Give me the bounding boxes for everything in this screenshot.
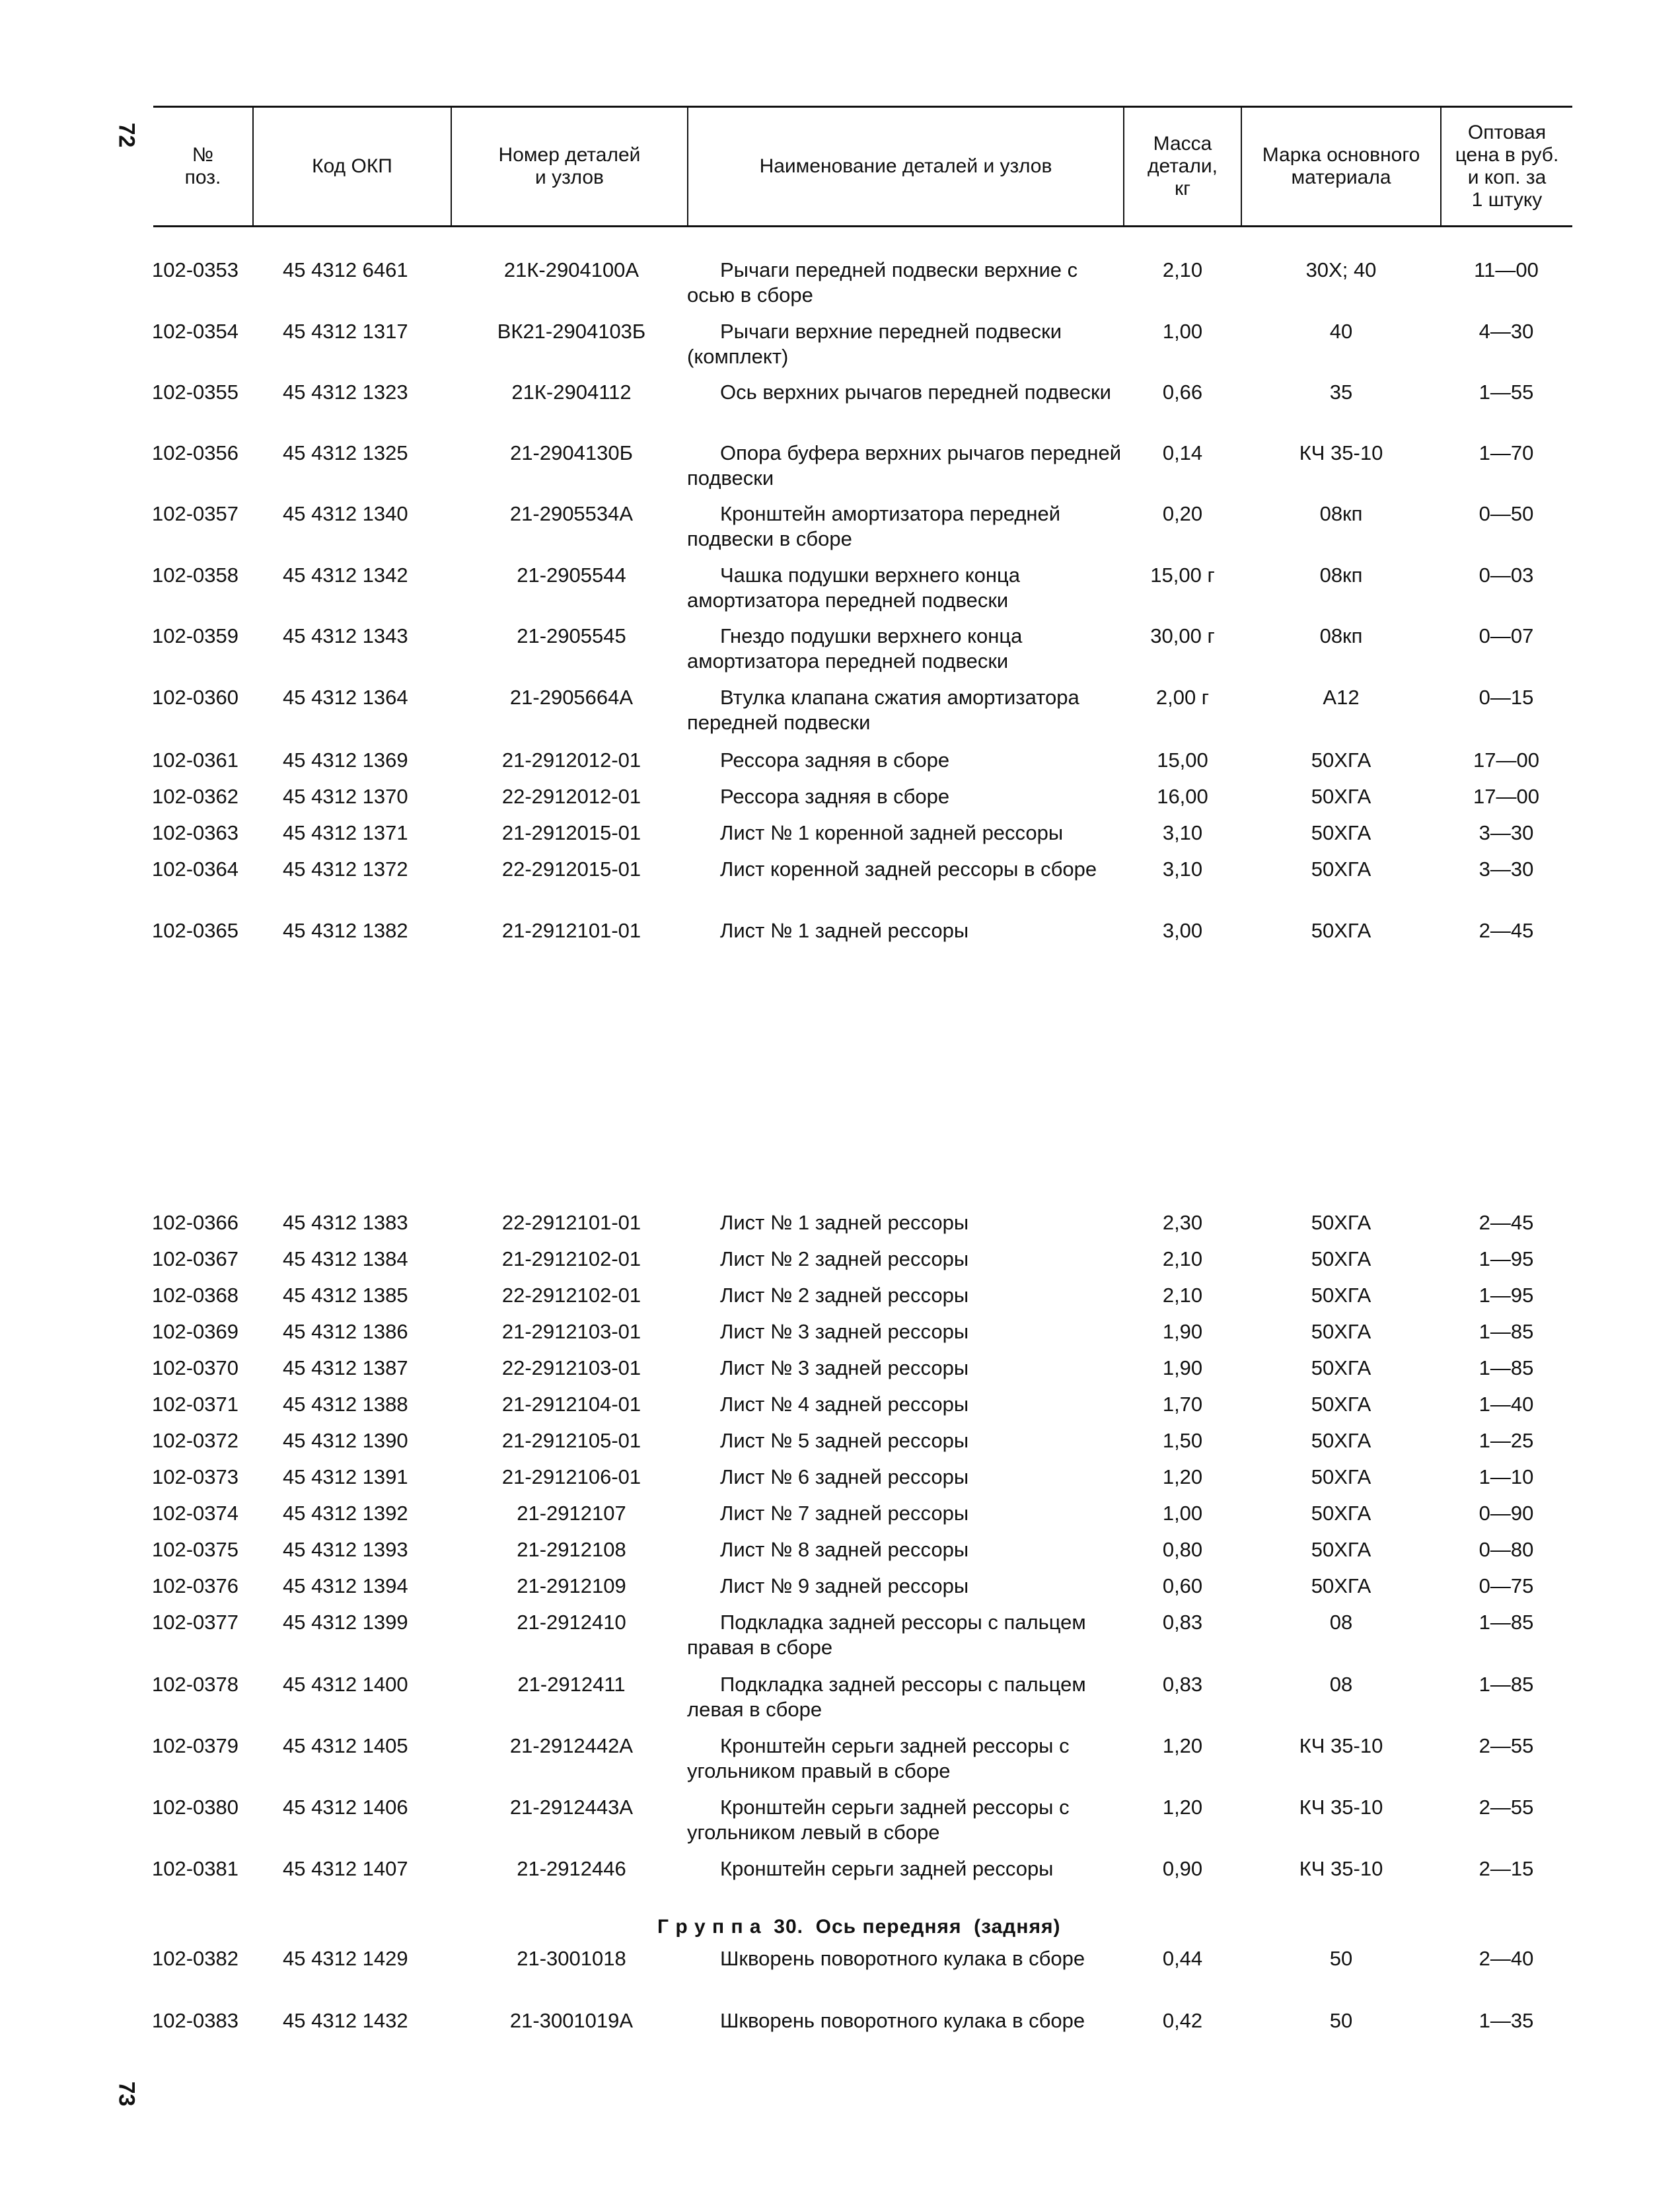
part-material: 08 [1329,1673,1353,1696]
part-name [687,624,1123,674]
part-name [687,1356,1123,1381]
part-mass: 0,20 [1162,502,1203,525]
table-header [153,106,1572,227]
part-name [687,1856,1123,1881]
part-name [687,1574,1123,1599]
okp-code: 45 4312 1372 [283,857,408,881]
part-name-text: Рычаги верхние передней подвески (комплект) [687,320,1062,368]
part-price: 0—90 [1479,1502,1534,1525]
part-mass: 0,44 [1162,1947,1203,1970]
part-name-text: Гнездо подушки верхнего конца амортизатора передней подвески [687,624,1023,673]
part-price: 1—40 [1479,1393,1534,1416]
part-name [687,380,1123,405]
position-number: 102-0356 [152,441,239,464]
part-name-text: Втулка клапана сжатия амортизатора передней подвески [687,686,1079,734]
part-name [687,685,1123,735]
part-material: КЧ 35-10 [1299,1734,1383,1757]
part-mass: 1,20 [1162,1734,1203,1757]
header-pos: № поз. [184,144,221,188]
part-number: 21-3001019А [509,2009,634,2032]
part-material: 08 [1329,1611,1353,1634]
part-mass: 0,83 [1162,1611,1203,1634]
part-name [687,1610,1123,1660]
position-number: 102-0370 [152,1356,239,1379]
part-price: 2—45 [1479,1211,1534,1234]
part-name [687,2008,1123,2033]
header-material: Марка основного материала [1241,108,1440,225]
part-material: 08кп [1319,502,1363,525]
part-name-text: Лист № 9 задней рессоры [720,1574,969,1597]
part-price: 2—55 [1479,1734,1534,1757]
page-number-top: 72 [114,122,139,148]
part-price: 3—30 [1479,821,1534,844]
part-name-text: Лист № 1 задней рессоры [720,1211,969,1234]
part-number: 21К-2904100А [503,258,639,281]
okp-code: 45 4312 1407 [283,1857,408,1880]
part-name [687,441,1123,491]
part-name [687,1795,1123,1845]
part-name-text: Лист № 2 задней рессоры [720,1247,969,1270]
part-material: КЧ 35-10 [1299,441,1383,464]
okp-code: 45 4312 1388 [283,1393,408,1416]
position-number: 102-0377 [152,1611,239,1634]
position-number: 102-0359 [152,624,239,647]
part-name-text: Кронштейн серьги задней рессоры [720,1857,1054,1880]
part-name [687,918,1123,943]
part-mass: 1,00 [1162,1502,1203,1525]
part-name-text: Рычаги передней подвески верхние с осью в сборе [687,258,1078,307]
position-number: 102-0360 [152,686,239,709]
part-material: 50ХГА [1311,785,1371,808]
part-mass: 2,10 [1162,1284,1203,1307]
okp-code: 45 4312 1371 [283,821,408,844]
okp-code: 45 4312 1387 [283,1356,408,1379]
part-name [687,1428,1123,1453]
part-material: 50ХГА [1311,1247,1371,1270]
part-number: 21-2912103-01 [501,1320,641,1343]
part-price: 2—45 [1479,919,1534,942]
position-number: 102-0379 [152,1734,239,1757]
part-mass: 2,00 г [1155,686,1210,709]
part-material: 50ХГА [1311,1284,1371,1307]
part-material: 50ХГА [1311,1429,1371,1452]
position-number: 102-0355 [152,381,239,404]
okp-code: 45 4312 1405 [283,1734,408,1757]
part-name-text: Рессора задняя в сборе [720,785,950,808]
part-price: 0—50 [1479,502,1534,525]
part-material: 40 [1329,320,1353,343]
okp-code: 45 4312 1369 [283,748,408,772]
part-name [687,1319,1123,1344]
part-mass: 2,10 [1162,1247,1203,1270]
part-mass: 0,66 [1162,381,1203,404]
header-name: Наименование деталей и узлов [687,108,1123,225]
position-number: 102-0369 [152,1320,239,1343]
position-number: 102-0378 [152,1673,239,1696]
part-number: 21-2912101-01 [501,919,641,942]
part-price: 1—10 [1479,1465,1534,1488]
part-material: 50ХГА [1311,748,1371,772]
okp-code: 45 4312 1400 [283,1673,408,1696]
part-mass: 0,60 [1162,1574,1203,1597]
part-price: 4—30 [1479,320,1534,343]
part-material: А12 [1323,686,1360,709]
part-number: 21-2912109 [517,1574,626,1597]
part-mass: 1,90 [1162,1320,1203,1343]
okp-code: 45 4312 1342 [283,564,408,587]
part-price: 2—40 [1479,1947,1534,1970]
part-price: 2—55 [1479,1796,1534,1819]
okp-code: 45 4312 6461 [283,258,408,281]
part-price: 0—07 [1479,624,1534,647]
part-name [687,821,1123,846]
part-name [687,501,1123,552]
part-name-text: Ось верхних рычагов передней подвески [720,381,1111,404]
part-mass: 1,20 [1162,1796,1203,1819]
part-name-text: Лист коренной задней рессоры в сборе [720,857,1097,881]
part-mass: 30,00 г [1150,624,1215,647]
part-number: 21-2912442А [509,1734,634,1757]
part-price: 2—15 [1479,1857,1534,1880]
part-mass: 1,00 [1162,320,1203,343]
part-number: 21-2912106-01 [501,1465,641,1488]
part-number: 21-2912105-01 [501,1429,641,1452]
part-number: 22-2912102-01 [501,1284,641,1307]
part-material: 50ХГА [1311,1393,1371,1416]
part-material: 50ХГА [1311,919,1371,942]
part-name [687,784,1123,809]
part-number: 21-2905544 [517,564,626,587]
position-number: 102-0357 [152,502,239,525]
part-material: 50ХГА [1311,1320,1371,1343]
position-number: 102-0382 [152,1947,239,1970]
part-mass: 3,00 [1162,919,1203,942]
part-mass: 2,30 [1162,1211,1203,1234]
okp-code: 45 4312 1399 [283,1611,408,1634]
part-price: 1—85 [1479,1356,1534,1379]
part-material: КЧ 35-10 [1299,1796,1383,1819]
okp-code: 45 4312 1343 [283,624,408,647]
header-price: Оптовая цена в руб. и коп. за 1 штуку [1440,108,1572,225]
part-name-text: Лист № 3 задней рессоры [720,1356,969,1379]
part-material: 50ХГА [1311,1502,1371,1525]
header-number: Номер деталей и узлов [451,108,687,225]
part-mass: 1,90 [1162,1356,1203,1379]
position-number: 102-0364 [152,857,239,881]
okp-code: 45 4312 1340 [283,502,408,525]
part-name [687,1283,1123,1308]
group-heading: Г р у п п а 30. Ось передняя (задняя) [657,1916,1061,1938]
part-mass: 3,10 [1162,857,1203,881]
part-price: 1—85 [1479,1320,1534,1343]
part-number: 21-2912108 [517,1538,626,1561]
part-material: 35 [1329,381,1353,404]
position-number: 102-0380 [152,1796,239,1819]
position-number: 102-0376 [152,1574,239,1597]
part-name [687,857,1123,882]
part-material: 50ХГА [1311,821,1371,844]
part-name [687,1465,1123,1490]
position-number: 102-0354 [152,320,239,343]
part-number: 21-2905534А [509,502,634,525]
part-material: 30Х; 40 [1305,258,1377,281]
part-number: 22-2912012-01 [501,785,641,808]
part-name [687,1210,1123,1235]
okp-code: 45 4312 1406 [283,1796,408,1819]
part-number: 21-2905545 [517,624,626,647]
part-mass: 2,10 [1162,258,1203,281]
part-name-text: Лист № 6 задней рессоры [720,1465,969,1488]
okp-code: 45 4312 1429 [283,1947,408,1970]
part-material: 50ХГА [1311,1538,1371,1561]
part-material: 50ХГА [1311,1211,1371,1234]
position-number: 102-0371 [152,1393,239,1416]
part-number: 22-2912103-01 [501,1356,641,1379]
position-number: 102-0365 [152,919,239,942]
position-number: 102-0362 [152,785,239,808]
part-mass: 15,00 [1157,748,1208,772]
position-number: 102-0374 [152,1502,239,1525]
position-number: 102-0372 [152,1429,239,1452]
part-price: 1—85 [1479,1611,1534,1634]
part-price: 0—03 [1479,564,1534,587]
part-number: 21-2912446 [517,1857,626,1880]
part-name-text: Лист № 3 задней рессоры [720,1320,969,1343]
part-name-text: Подкладка задней рессоры с пальцем левая в сборе [687,1673,1086,1721]
position-number: 102-0381 [152,1857,239,1880]
part-material: 50 [1329,1947,1353,1970]
part-number: 21-2904130Б [510,441,633,464]
part-name [687,748,1123,773]
part-price: 1—25 [1479,1429,1534,1452]
part-material: 50ХГА [1311,1574,1371,1597]
position-number: 102-0375 [152,1538,239,1561]
part-name-text: Шкворень поворотного кулака в сборе [720,2009,1085,2032]
part-name-text: Лист № 4 задней рессоры [720,1393,969,1416]
part-price: 1—85 [1479,1673,1534,1696]
position-number: 102-0353 [152,258,239,281]
part-material: 08кп [1319,564,1363,587]
part-number: 21-2912102-01 [501,1247,641,1270]
part-name [687,319,1123,369]
part-name-text: Подкладка задней рессоры с пальцем правая в сборе [687,1611,1086,1659]
part-price: 17—00 [1473,785,1539,808]
okp-code: 45 4312 1317 [283,320,408,343]
part-name [687,563,1123,613]
position-number: 102-0373 [152,1465,239,1488]
okp-code: 45 4312 1393 [283,1538,408,1561]
part-name [687,258,1123,308]
part-mass: 1,20 [1162,1465,1203,1488]
part-name-text: Лист № 7 задней рессоры [720,1502,969,1525]
part-name [687,1537,1123,1562]
okp-code: 45 4312 1385 [283,1284,408,1307]
part-mass: 15,00 г [1150,564,1215,587]
part-price: 11—00 [1474,258,1539,281]
part-name [687,1672,1123,1722]
part-number: 22-2912101-01 [501,1211,641,1234]
position-number: 102-0361 [152,748,239,772]
part-mass: 0,83 [1162,1673,1203,1696]
part-name-text: Лист № 5 задней рессоры [720,1429,969,1452]
part-mass: 3,10 [1162,821,1203,844]
part-price: 1—95 [1479,1247,1534,1270]
part-material: 50 [1329,2009,1353,2032]
part-number: 21-2912104-01 [501,1393,641,1416]
header-mass: Масса детали, кг [1123,108,1241,225]
part-material: 50ХГА [1311,1465,1371,1488]
part-number: 21-2912443А [509,1796,634,1819]
position-number: 102-0383 [152,2009,239,2032]
part-name [687,1733,1123,1784]
page-number-bottom: 73 [114,2081,139,2107]
part-name-text: Лист № 1 задней рессоры [720,919,969,942]
okp-code: 45 4312 1370 [283,785,408,808]
part-number: 21-3001018 [517,1947,626,1970]
position-number: 102-0358 [152,564,239,587]
part-mass: 0,90 [1162,1857,1203,1880]
part-name-text: Опора буфера верхних рычагов передней подвески [687,441,1122,490]
part-name-text: Кронштейн серьги задней рессоры с угольником левый в сборе [687,1796,1070,1844]
okp-code: 45 4312 1323 [283,381,408,404]
part-material: КЧ 35-10 [1299,1857,1383,1880]
okp-code: 45 4312 1382 [283,919,408,942]
part-mass: 1,50 [1162,1429,1203,1452]
part-mass: 0,42 [1162,2009,1203,2032]
part-number: 21К-2904112 [511,381,632,404]
part-number: 21-2912410 [517,1611,626,1634]
okp-code: 45 4312 1325 [283,441,408,464]
position-number: 102-0367 [152,1247,239,1270]
part-price: 1—95 [1479,1284,1534,1307]
part-name-text: Кронштейн амортизатора передней подвески в сборе [687,502,1061,550]
part-name-text: Лист № 1 коренной задней рессоры [720,821,1064,844]
part-name-text: Чашка подушки верхнего конца амортизатора передней подвески [687,564,1021,612]
part-mass: 16,00 [1157,785,1208,808]
part-price: 0—80 [1479,1538,1534,1561]
okp-code: 45 4312 1390 [283,1429,408,1452]
header-okp: Код ОКП [252,108,451,225]
okp-code: 45 4312 1364 [283,686,408,709]
part-name [687,1247,1123,1272]
part-price: 0—75 [1479,1574,1534,1597]
okp-code: 45 4312 1392 [283,1502,408,1525]
part-price: 0—15 [1479,686,1534,709]
position-number: 102-0366 [152,1211,239,1234]
okp-code: 45 4312 1394 [283,1574,408,1597]
okp-code: 45 4312 1391 [283,1465,408,1488]
okp-code: 45 4312 1383 [283,1211,408,1234]
part-number: 22-2912015-01 [501,857,641,881]
part-price: 1—35 [1479,2009,1534,2032]
part-material: 08кп [1319,624,1363,647]
part-name-text: Лист № 8 задней рессоры [720,1538,969,1561]
okp-code: 45 4312 1386 [283,1320,408,1343]
part-name-text: Шкворень поворотного кулака в сборе [720,1947,1085,1970]
part-price: 17—00 [1473,748,1539,772]
part-material: 50ХГА [1311,857,1371,881]
position-number: 102-0368 [152,1284,239,1307]
part-name-text: Лист № 2 задней рессоры [720,1284,969,1307]
part-name [687,1501,1123,1526]
part-number: ВК21-2904103Б [497,320,646,343]
part-material: 50ХГА [1311,1356,1371,1379]
part-mass: 0,14 [1162,441,1203,464]
part-name-text: Рессора задняя в сборе [720,748,950,772]
okp-code: 45 4312 1384 [283,1247,408,1270]
part-name [687,1392,1123,1417]
position-number: 102-0363 [152,821,239,844]
part-price: 1—70 [1479,441,1534,464]
part-price: 1—55 [1479,381,1534,404]
part-number: 21-2912107 [517,1502,626,1525]
part-mass: 0,80 [1162,1538,1203,1561]
part-number: 21-2905664А [509,686,634,709]
part-number: 21-2912411 [517,1673,626,1696]
part-name-text: Кронштейн серьги задней рессоры с угольником правый в сборе [687,1734,1070,1782]
part-name [687,1946,1123,1971]
part-number: 21-2912012-01 [501,748,641,772]
okp-code: 45 4312 1432 [283,2009,408,2032]
part-mass: 1,70 [1162,1393,1203,1416]
part-price: 3—30 [1479,857,1534,881]
part-number: 21-2912015-01 [501,821,641,844]
